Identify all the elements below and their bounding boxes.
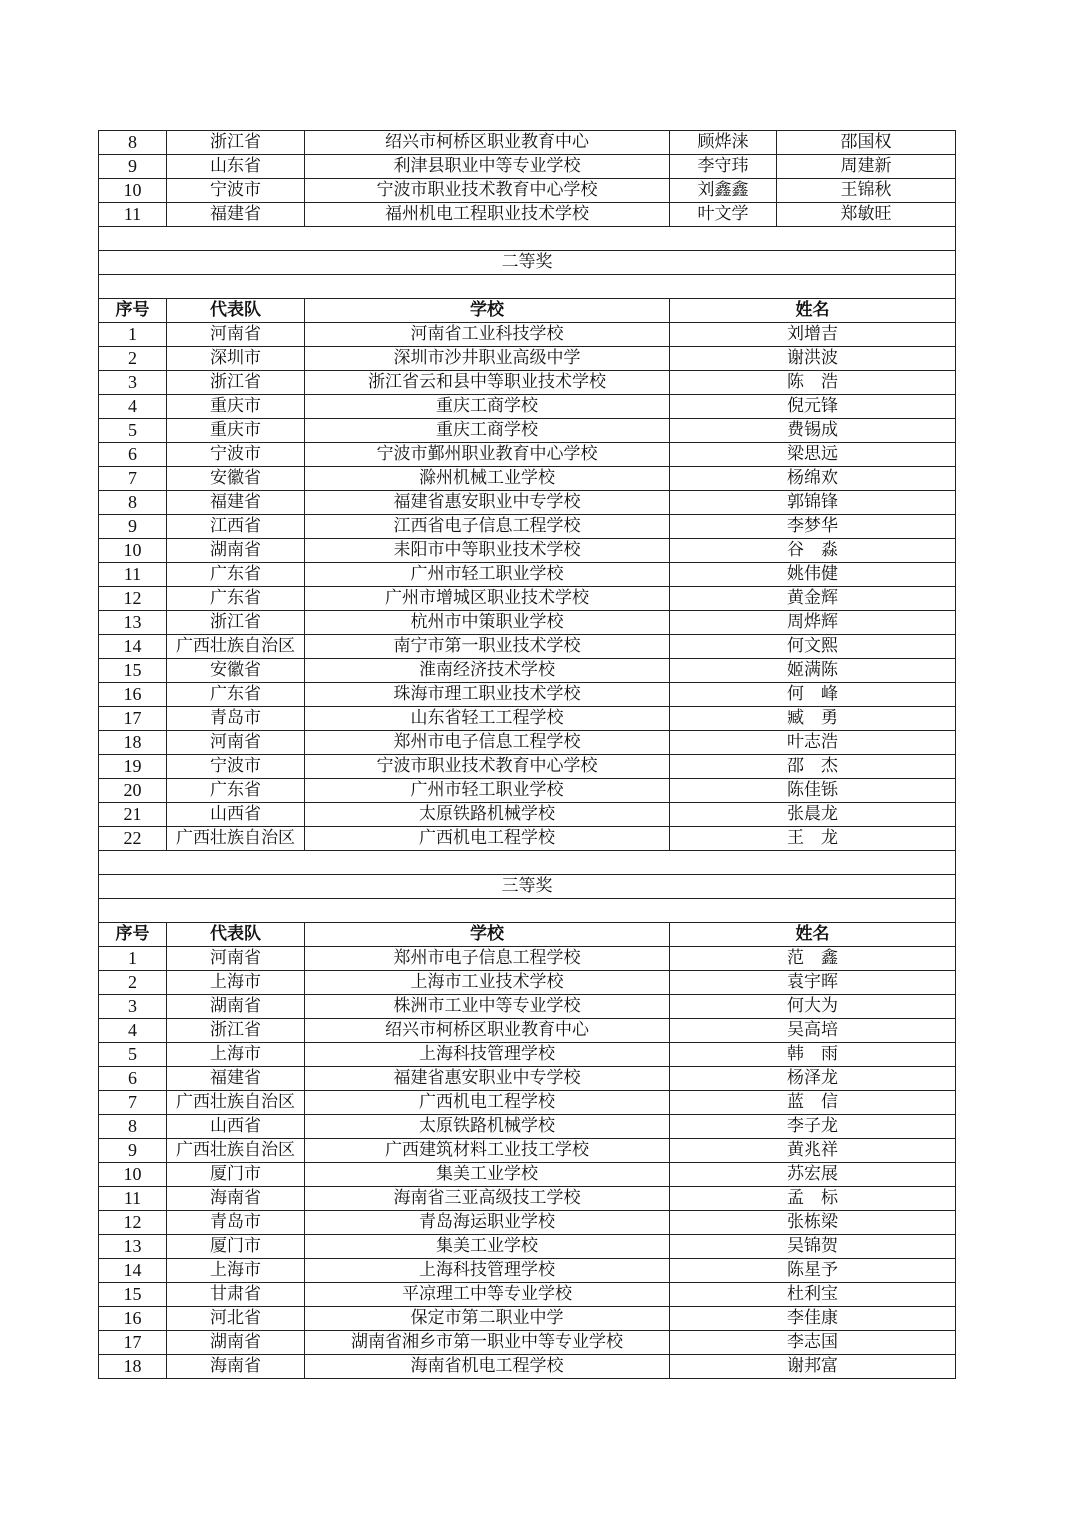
name-cell: 臧 勇	[670, 707, 956, 731]
table-row	[99, 827, 956, 851]
table-row	[99, 467, 956, 491]
team-cell: 宁波市	[167, 755, 305, 779]
team-cell: 上海市	[167, 971, 305, 995]
row-number: 21	[99, 803, 167, 827]
school-cell: 太原铁路机械学校	[305, 1115, 670, 1139]
team-cell: 上海市	[167, 1043, 305, 1067]
table-row	[99, 371, 956, 395]
name-cell: 李守玮	[670, 155, 777, 179]
name-cell: 谷 淼	[670, 539, 956, 563]
header-name: 姓名	[670, 923, 956, 947]
row-number: 17	[99, 707, 167, 731]
name-cell: 陈 浩	[670, 371, 956, 395]
header-no: 序号	[99, 923, 167, 947]
table-row	[99, 1139, 956, 1163]
school-cell: 湖南省湘乡市第一职业中等专业学校	[305, 1331, 670, 1355]
row-number: 8	[99, 491, 167, 515]
team-cell: 浙江省	[167, 611, 305, 635]
team-cell: 宁波市	[167, 179, 305, 203]
name-cell: 倪元锋	[670, 395, 956, 419]
row-number: 18	[99, 731, 167, 755]
name-cell: 杜利宝	[670, 1283, 956, 1307]
table-row	[99, 635, 956, 659]
name-cell: 梁思远	[670, 443, 956, 467]
row-number: 9	[99, 155, 167, 179]
row-number: 20	[99, 779, 167, 803]
school-cell: 上海科技管理学校	[305, 1259, 670, 1283]
row-number: 1	[99, 947, 167, 971]
name-cell: 周建新	[777, 155, 956, 179]
team-cell: 浙江省	[167, 371, 305, 395]
blank-row	[99, 275, 956, 299]
row-number: 8	[99, 131, 167, 155]
name-cell: 王锦秋	[777, 179, 956, 203]
table-row	[99, 1211, 956, 1235]
blank-cell	[99, 227, 956, 251]
row-number: 4	[99, 1019, 167, 1043]
row-number: 3	[99, 995, 167, 1019]
row-number: 2	[99, 971, 167, 995]
table-row	[99, 995, 956, 1019]
table-row	[99, 491, 956, 515]
team-cell: 山西省	[167, 1115, 305, 1139]
team-cell: 湖南省	[167, 995, 305, 1019]
name-cell: 黄兆祥	[670, 1139, 956, 1163]
name-cell: 吴高培	[670, 1019, 956, 1043]
team-cell: 福建省	[167, 203, 305, 227]
team-cell: 广东省	[167, 587, 305, 611]
name-cell: 蓝 信	[670, 1091, 956, 1115]
row-number: 14	[99, 1259, 167, 1283]
team-cell: 安徽省	[167, 659, 305, 683]
row-number: 12	[99, 587, 167, 611]
name-cell: 吴锦贺	[670, 1235, 956, 1259]
name-cell: 叶志浩	[670, 731, 956, 755]
header-team: 代表队	[167, 923, 305, 947]
row-number: 13	[99, 1235, 167, 1259]
school-cell: 青岛海运职业学校	[305, 1211, 670, 1235]
team-cell: 广西壮族自治区	[167, 1139, 305, 1163]
school-cell: 海南省机电工程学校	[305, 1355, 670, 1379]
table-row	[99, 779, 956, 803]
school-cell: 宁波市鄞州职业教育中心学校	[305, 443, 670, 467]
table-row	[99, 587, 956, 611]
table-row	[99, 347, 956, 371]
team-cell: 广东省	[167, 683, 305, 707]
header-school: 学校	[305, 299, 670, 323]
table-row	[99, 1307, 956, 1331]
table-row	[99, 419, 956, 443]
name-cell: 孟 标	[670, 1187, 956, 1211]
school-cell: 广州市轻工职业学校	[305, 563, 670, 587]
school-cell: 集美工业学校	[305, 1235, 670, 1259]
row-number: 7	[99, 467, 167, 491]
team-cell: 山西省	[167, 803, 305, 827]
name-cell: 郑敏旺	[777, 203, 956, 227]
table-row	[99, 731, 956, 755]
name-cell: 范 鑫	[670, 947, 956, 971]
school-cell: 绍兴市柯桥区职业教育中心	[305, 131, 670, 155]
table-row	[99, 1163, 956, 1187]
header-no: 序号	[99, 299, 167, 323]
row-number: 10	[99, 1163, 167, 1187]
school-cell: 太原铁路机械学校	[305, 803, 670, 827]
table-row	[99, 323, 956, 347]
team-cell: 广西壮族自治区	[167, 827, 305, 851]
school-cell: 珠海市理工职业技术学校	[305, 683, 670, 707]
row-number: 9	[99, 1139, 167, 1163]
header-row	[99, 923, 956, 947]
school-cell: 宁波市职业技术教育中心学校	[305, 179, 670, 203]
row-number: 3	[99, 371, 167, 395]
table-row	[99, 1259, 956, 1283]
row-number: 16	[99, 1307, 167, 1331]
table-row	[99, 1283, 956, 1307]
table-row	[99, 755, 956, 779]
award-table	[98, 130, 956, 1379]
school-cell: 绍兴市柯桥区职业教育中心	[305, 1019, 670, 1043]
row-number: 18	[99, 1355, 167, 1379]
school-cell: 广西机电工程学校	[305, 1091, 670, 1115]
team-cell: 厦门市	[167, 1163, 305, 1187]
school-cell: 重庆工商学校	[305, 419, 670, 443]
name-cell: 郭锦锋	[670, 491, 956, 515]
name-cell: 何大为	[670, 995, 956, 1019]
school-cell: 耒阳市中等职业技术学校	[305, 539, 670, 563]
team-cell: 湖南省	[167, 539, 305, 563]
table-row	[99, 683, 956, 707]
row-number: 14	[99, 635, 167, 659]
team-cell: 河南省	[167, 731, 305, 755]
name-cell: 李志国	[670, 1331, 956, 1355]
name-cell: 刘鑫鑫	[670, 179, 777, 203]
school-cell: 福州机电工程职业技术学校	[305, 203, 670, 227]
name-cell: 杨绵欢	[670, 467, 956, 491]
table-row	[99, 1019, 956, 1043]
table-row	[99, 1043, 956, 1067]
table-row	[99, 1115, 956, 1139]
name-cell: 叶文学	[670, 203, 777, 227]
name-cell: 张栋梁	[670, 1211, 956, 1235]
table-row	[99, 1235, 956, 1259]
blank-row	[99, 851, 956, 875]
school-cell: 河南省工业科技学校	[305, 323, 670, 347]
school-cell: 深圳市沙井职业高级中学	[305, 347, 670, 371]
row-number: 10	[99, 539, 167, 563]
team-cell: 广西壮族自治区	[167, 635, 305, 659]
blank-cell	[99, 275, 956, 299]
name-cell: 陈佳铄	[670, 779, 956, 803]
row-number: 15	[99, 659, 167, 683]
blank-row	[99, 227, 956, 251]
team-cell: 江西省	[167, 515, 305, 539]
table-row	[99, 155, 956, 179]
school-cell: 重庆工商学校	[305, 395, 670, 419]
name-cell: 韩 雨	[670, 1043, 956, 1067]
table-row	[99, 1355, 956, 1379]
school-cell: 株洲市工业中等专业学校	[305, 995, 670, 1019]
row-number: 6	[99, 1067, 167, 1091]
team-cell: 深圳市	[167, 347, 305, 371]
team-cell: 浙江省	[167, 1019, 305, 1043]
table-row	[99, 179, 956, 203]
row-number: 5	[99, 1043, 167, 1067]
row-number: 5	[99, 419, 167, 443]
school-cell: 浙江省云和县中等职业技术学校	[305, 371, 670, 395]
name-cell: 谢洪波	[670, 347, 956, 371]
row-number: 11	[99, 563, 167, 587]
team-cell: 河南省	[167, 947, 305, 971]
school-cell: 福建省惠安职业中专学校	[305, 491, 670, 515]
name-cell: 袁宇晖	[670, 971, 956, 995]
name-cell: 李佳康	[670, 1307, 956, 1331]
school-cell: 平凉理工中等专业学校	[305, 1283, 670, 1307]
row-number: 10	[99, 179, 167, 203]
row-number: 16	[99, 683, 167, 707]
team-cell: 福建省	[167, 491, 305, 515]
row-number: 6	[99, 443, 167, 467]
name-cell: 何文熙	[670, 635, 956, 659]
row-number: 22	[99, 827, 167, 851]
name-cell: 周烨辉	[670, 611, 956, 635]
table-row	[99, 1187, 956, 1211]
table-row	[99, 203, 956, 227]
team-cell: 重庆市	[167, 395, 305, 419]
team-cell: 青岛市	[167, 1211, 305, 1235]
table-row	[99, 563, 956, 587]
name-cell: 张晨龙	[670, 803, 956, 827]
team-cell: 山东省	[167, 155, 305, 179]
name-cell: 谢邦富	[670, 1355, 956, 1379]
header-school: 学校	[305, 923, 670, 947]
table-row	[99, 803, 956, 827]
table-row	[99, 1331, 956, 1355]
table-row	[99, 443, 956, 467]
name-cell: 刘增吉	[670, 323, 956, 347]
row-number: 17	[99, 1331, 167, 1355]
team-cell: 青岛市	[167, 707, 305, 731]
header-team: 代表队	[167, 299, 305, 323]
blank-cell	[99, 899, 956, 923]
school-cell: 山东省轻工工程学校	[305, 707, 670, 731]
school-cell: 杭州市中策职业学校	[305, 611, 670, 635]
table-row	[99, 1091, 956, 1115]
team-cell: 海南省	[167, 1187, 305, 1211]
team-cell: 河北省	[167, 1307, 305, 1331]
table-row	[99, 395, 956, 419]
row-number: 2	[99, 347, 167, 371]
section-title-row	[99, 251, 956, 275]
name-cell: 顾烨涞	[670, 131, 777, 155]
team-cell: 广西壮族自治区	[167, 1091, 305, 1115]
school-cell: 保定市第二职业中学	[305, 1307, 670, 1331]
name-cell: 姚伟健	[670, 563, 956, 587]
school-cell: 广州市增城区职业技术学校	[305, 587, 670, 611]
school-cell: 集美工业学校	[305, 1163, 670, 1187]
team-cell: 宁波市	[167, 443, 305, 467]
name-cell: 黄金辉	[670, 587, 956, 611]
team-cell: 上海市	[167, 1259, 305, 1283]
name-cell: 费锡成	[670, 419, 956, 443]
row-number: 11	[99, 203, 167, 227]
school-cell: 广州市轻工职业学校	[305, 779, 670, 803]
school-cell: 宁波市职业技术教育中心学校	[305, 755, 670, 779]
team-cell: 甘肃省	[167, 1283, 305, 1307]
row-number: 15	[99, 1283, 167, 1307]
team-cell: 广东省	[167, 779, 305, 803]
blank-cell	[99, 851, 956, 875]
section-title: 二等奖	[99, 251, 956, 275]
row-number: 1	[99, 323, 167, 347]
name-cell: 杨泽龙	[670, 1067, 956, 1091]
school-cell: 广西建筑材料工业技工学校	[305, 1139, 670, 1163]
name-cell: 陈星予	[670, 1259, 956, 1283]
name-cell: 姬满陈	[670, 659, 956, 683]
team-cell: 重庆市	[167, 419, 305, 443]
school-cell: 上海科技管理学校	[305, 1043, 670, 1067]
school-cell: 广西机电工程学校	[305, 827, 670, 851]
team-cell: 安徽省	[167, 467, 305, 491]
team-cell: 厦门市	[167, 1235, 305, 1259]
row-number: 19	[99, 755, 167, 779]
section-title-row	[99, 875, 956, 899]
row-number: 8	[99, 1115, 167, 1139]
school-cell: 南宁市第一职业技术学校	[305, 635, 670, 659]
team-cell: 湖南省	[167, 1331, 305, 1355]
blank-row	[99, 899, 956, 923]
row-number: 7	[99, 1091, 167, 1115]
school-cell: 滁州机械工业学校	[305, 467, 670, 491]
school-cell: 淮南经济技术学校	[305, 659, 670, 683]
table-row	[99, 539, 956, 563]
team-cell: 福建省	[167, 1067, 305, 1091]
name-cell: 邵国权	[777, 131, 956, 155]
school-cell: 海南省三亚高级技工学校	[305, 1187, 670, 1211]
table-row	[99, 1067, 956, 1091]
table-row	[99, 947, 956, 971]
row-number: 4	[99, 395, 167, 419]
school-cell: 郑州市电子信息工程学校	[305, 947, 670, 971]
school-cell: 福建省惠安职业中专学校	[305, 1067, 670, 1091]
section-title: 三等奖	[99, 875, 956, 899]
name-cell: 苏宏展	[670, 1163, 956, 1187]
team-cell: 河南省	[167, 323, 305, 347]
table-row	[99, 707, 956, 731]
row-number: 9	[99, 515, 167, 539]
name-cell: 李子龙	[670, 1115, 956, 1139]
row-number: 12	[99, 1211, 167, 1235]
name-cell: 邵 杰	[670, 755, 956, 779]
name-cell: 李梦华	[670, 515, 956, 539]
school-cell: 郑州市电子信息工程学校	[305, 731, 670, 755]
table-row	[99, 659, 956, 683]
school-cell: 上海市工业技术学校	[305, 971, 670, 995]
row-number: 11	[99, 1187, 167, 1211]
header-name: 姓名	[670, 299, 956, 323]
table-row	[99, 515, 956, 539]
team-cell: 广东省	[167, 563, 305, 587]
header-row	[99, 299, 956, 323]
table-row	[99, 131, 956, 155]
name-cell: 王 龙	[670, 827, 956, 851]
row-number: 13	[99, 611, 167, 635]
school-cell: 利津县职业中等专业学校	[305, 155, 670, 179]
school-cell: 江西省电子信息工程学校	[305, 515, 670, 539]
team-cell: 海南省	[167, 1355, 305, 1379]
table-row	[99, 611, 956, 635]
table-row	[99, 971, 956, 995]
name-cell: 何 峰	[670, 683, 956, 707]
team-cell: 浙江省	[167, 131, 305, 155]
